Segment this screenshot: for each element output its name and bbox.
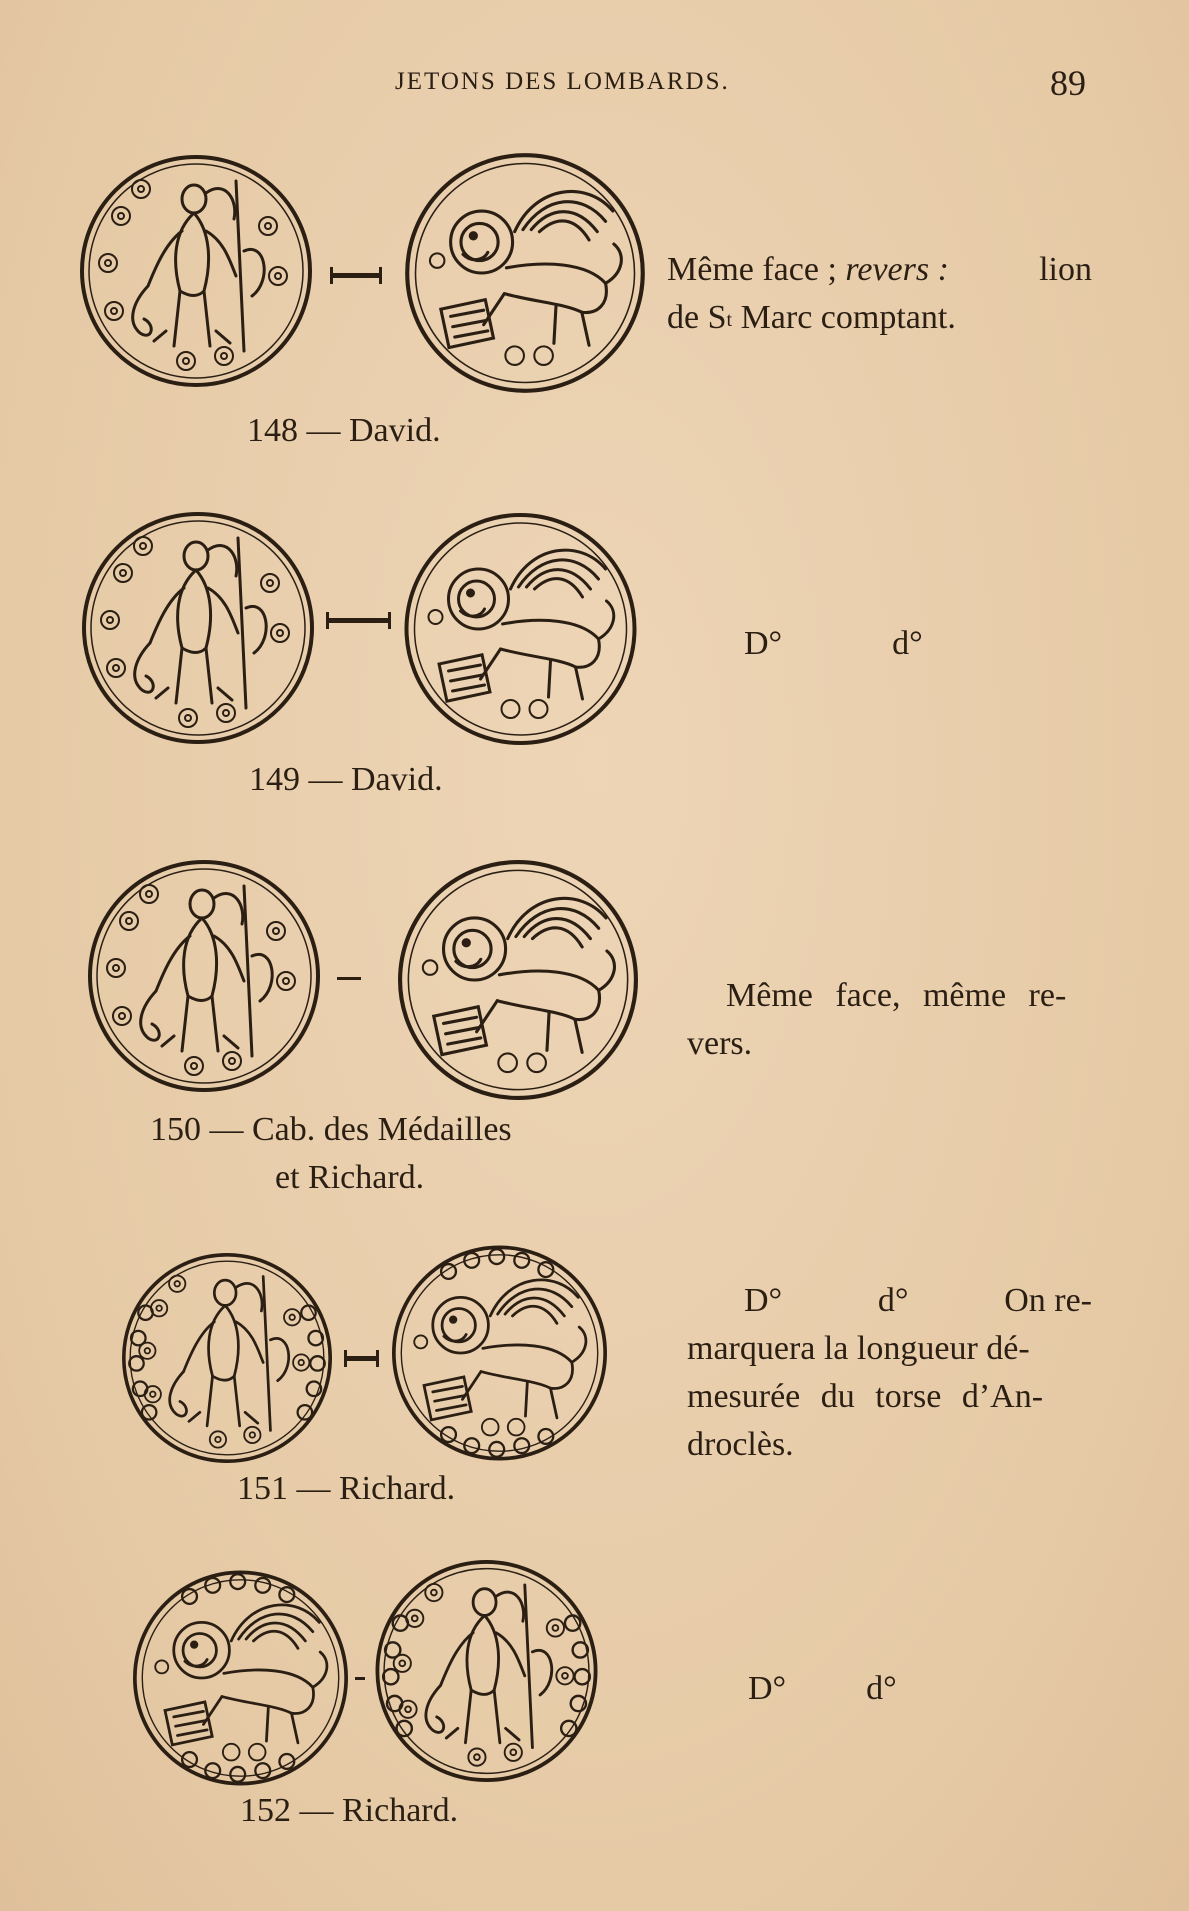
caption-149: 149 — David.: [249, 761, 443, 798]
coin-obverse-david: [88, 860, 320, 1092]
desc-line3: mesurée du torse d’An-: [687, 1378, 1044, 1415]
caption-152: 152 — Richard.: [240, 1792, 459, 1829]
coin-obverse-david: [80, 155, 312, 387]
desc-line1-end: lion: [1039, 251, 1092, 288]
coin-reverse-lion: [398, 860, 638, 1100]
description-149: [744, 620, 923, 668]
description-151: [687, 1277, 1092, 1469]
coin-separator: [330, 273, 382, 278]
running-head: [0, 62, 1189, 102]
coin-separator: [355, 1677, 365, 1680]
ditto-mark: D°: [748, 1670, 787, 1707]
desc-line4: droclès.: [687, 1426, 794, 1463]
coin-separator: [344, 1356, 379, 1361]
desc-line2-end: Marc comptant.: [740, 299, 956, 336]
coin-reverse-lion-dotted: [392, 1245, 607, 1461]
coin-reverse-lion: [403, 513, 638, 745]
coin-obverse-lion-dotted: [133, 1563, 348, 1793]
ditto-mark: d°: [866, 1670, 897, 1707]
ditto-mark: d°: [877, 1282, 909, 1319]
description-150: [687, 972, 1092, 1068]
caption-150-line2: et Richard.: [275, 1159, 425, 1196]
coin-reverse-lion: [405, 148, 645, 398]
ditto-mark: d°: [892, 625, 923, 662]
ditto-mark: D°: [744, 625, 783, 662]
desc-line2: vers.: [687, 1025, 753, 1062]
caption-151: 151 — Richard.: [237, 1470, 456, 1507]
coin-obverse-david: [82, 510, 314, 746]
coin-reverse-david-dotted: [374, 1560, 599, 1782]
desc-prefix: Même face ;: [667, 251, 837, 288]
desc-line1-end: On re-: [1004, 1282, 1092, 1319]
desc-line2-sup: t: [726, 309, 733, 331]
desc-line2: marquera la longueur dé-: [687, 1330, 1030, 1367]
description-152: [748, 1665, 897, 1713]
ditto-mark: D°: [744, 1282, 783, 1319]
desc-line1: Même face, même re-: [726, 977, 1067, 1014]
desc-revers: revers :: [845, 251, 949, 288]
caption-150-line1: 150 — Cab. des Médailles: [150, 1111, 512, 1148]
page-number: 89: [1050, 63, 1086, 103]
coin-separator: [337, 977, 361, 980]
desc-line2-start: de S: [667, 299, 727, 336]
coin-separator: [326, 618, 391, 623]
coin-obverse-david-dotted: [122, 1248, 332, 1468]
description-148: [667, 246, 1092, 342]
caption-148: 148 — David.: [247, 412, 441, 449]
running-title: JETONS DES LOMBARDS.: [395, 68, 730, 95]
